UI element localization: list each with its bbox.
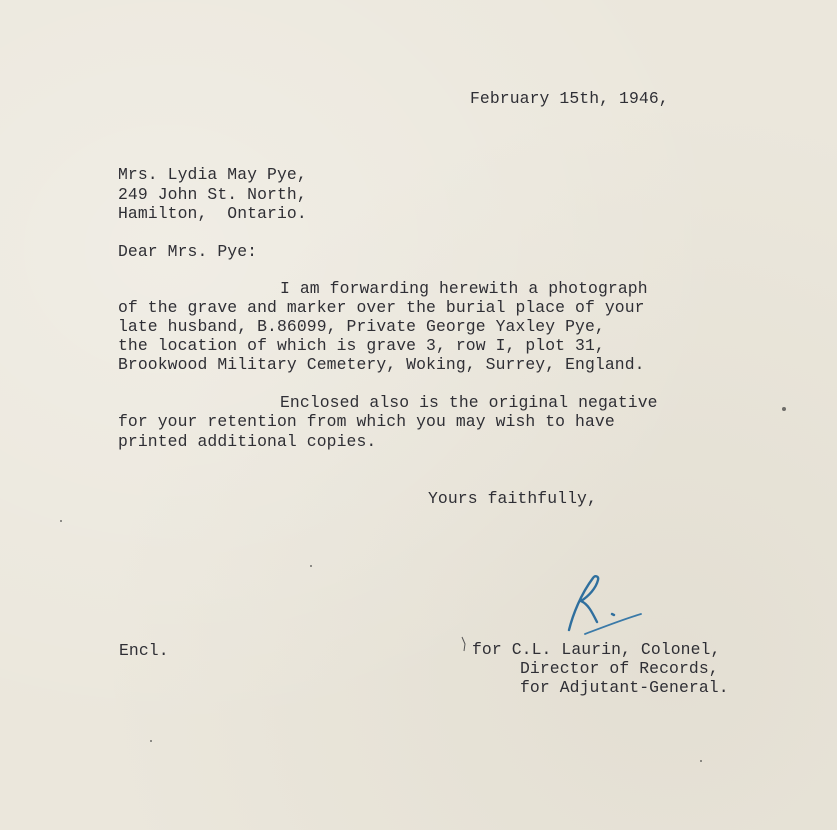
paragraph2-line: printed additional copies. <box>118 432 377 451</box>
letter-date: February 15th, 1946, <box>470 89 669 108</box>
paragraph1-line: the location of which is grave 3, row I, plot 31, <box>118 336 605 355</box>
paragraph1-line: Brookwood Military Cemetery, Woking, Surrey, England. <box>118 355 645 374</box>
paper-speck <box>60 520 62 522</box>
signature-line: for C.L. Laurin, Colonel, <box>472 640 721 659</box>
recipient-name: Mrs. Lydia May Pye, <box>118 165 307 184</box>
paper-speck <box>782 407 786 411</box>
paper-speck <box>150 740 152 742</box>
closing: Yours faithfully, <box>428 489 597 508</box>
handwritten-initial-signature <box>555 568 650 648</box>
paragraph2-line: for your retention from which you may wish to have <box>118 412 615 431</box>
paragraph1-line: of the grave and marker over the burial place of your <box>118 298 645 317</box>
paper-speck <box>700 760 702 762</box>
recipient-street: 249 John St. North, <box>118 185 307 204</box>
pencil-tick-mark <box>460 636 468 652</box>
paper-speck <box>310 565 312 567</box>
paragraph1-line: I am forwarding herewith a photograph <box>280 279 648 298</box>
paragraph1-line: late husband, B.86099, Private George Yaxley Pye, <box>118 317 605 336</box>
paragraph2-line: Enclosed also is the original negative <box>280 393 658 412</box>
enclosure-note: Encl. <box>119 641 169 660</box>
signature-line: Director of Records, <box>520 659 719 678</box>
recipient-city: Hamilton, Ontario. <box>118 204 307 223</box>
salutation: Dear Mrs. Pye: <box>118 242 258 261</box>
initial-stroke <box>569 576 598 630</box>
initial-dot <box>612 614 614 615</box>
signature-line: for Adjutant-General. <box>520 678 729 697</box>
